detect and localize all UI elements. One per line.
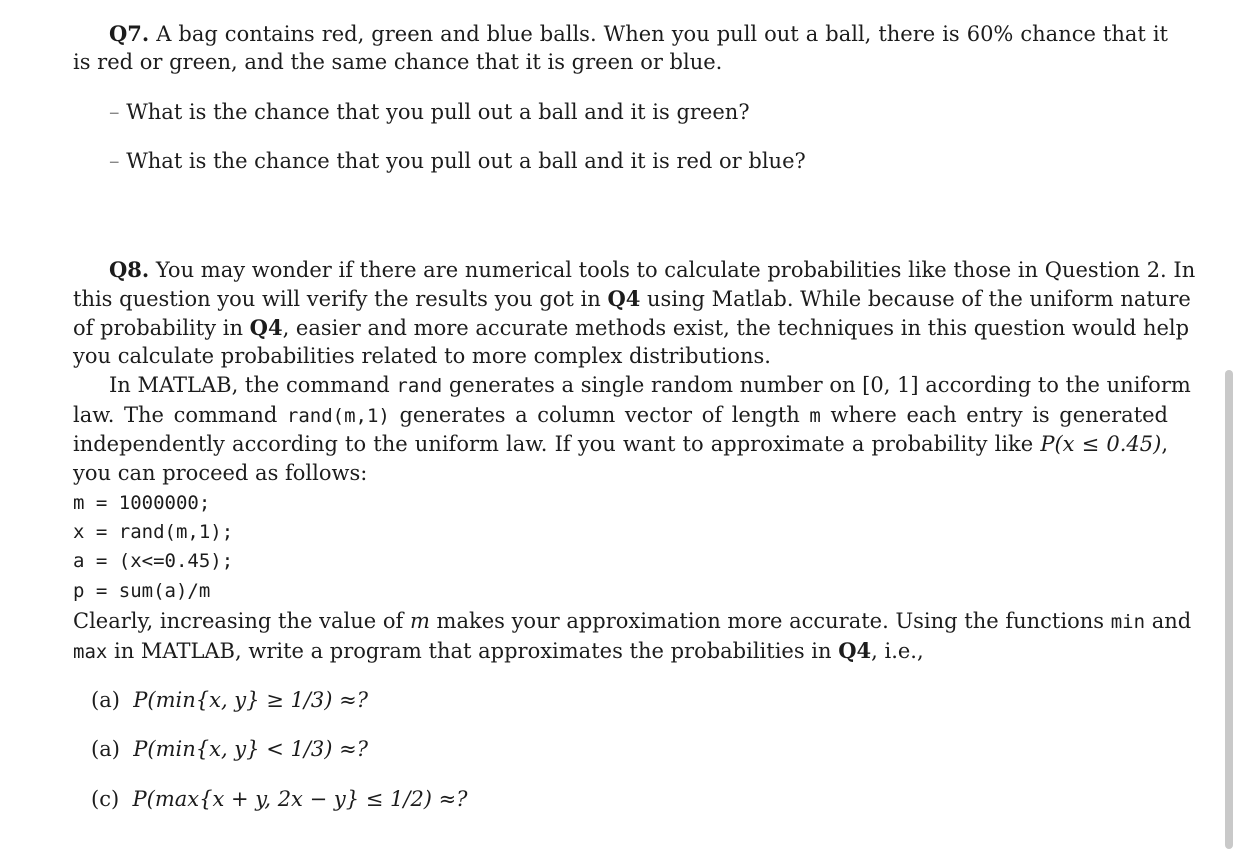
question-item: (a) P(min{x, y} ≥ 1/3) ≈?: [91, 688, 368, 712]
question-item: (c) P(max{x + y, 2x − y} ≤ 1/2) ≈?: [91, 787, 468, 811]
q7-number: Q7.: [109, 21, 150, 46]
q8-para2-line-4: you can proceed as follows:: [73, 461, 368, 485]
q8-number: Q8.: [109, 257, 150, 282]
q8-line-4: you calculate probabilities related to more complex distributions.: [73, 344, 771, 368]
q8-line-1: Q8. You may wonder if there are numerical tools to calculate probabilities like those in Question 2. In: [109, 257, 1196, 282]
q8-line-2: this question you will verify the results you got in Q4 using Matlab. While because of the uniform nature: [73, 286, 1191, 311]
code-line: p = sum(a)/m: [73, 580, 211, 602]
question-item: (a) P(min{x, y} < 1/3) ≈?: [91, 737, 368, 761]
q7-bullet-2: – What is the chance that you pull out a ball and it is red or blue?: [109, 149, 806, 173]
code-line: x = rand(m,1);: [73, 521, 234, 543]
q8-para2-line-2: law. The command rand(m,1) generates a column vector of length m where each entry is generated: [73, 403, 1168, 427]
dash-bullet: –: [109, 149, 120, 173]
code-line: a = (x<=0.45);: [73, 550, 234, 572]
q8-line-3: of probability in Q4, easier and more accurate methods exist, the techniques in this question would help: [73, 315, 1190, 340]
q8-para2-line-1: In MATLAB, the command rand generates a single random number on [0, 1] according to the uniform: [109, 373, 1191, 397]
dash-bullet: –: [109, 100, 120, 124]
q7-line-2: is red or green, and the same chance that it is green or blue.: [73, 50, 723, 74]
q7-bullet-1: – What is the chance that you pull out a ball and it is green?: [109, 100, 750, 124]
q8-para3-line-1: Clearly, increasing the value of m makes your approximation more accurate. Using the functions min and: [73, 609, 1192, 633]
vertical-scrollbar[interactable]: [1225, 370, 1233, 849]
q8-para3-line-2: max in MATLAB, write a program that approximates the probabilities in Q4, i.e.,: [73, 638, 924, 663]
q8-para2-line-3: independently according to the uniform law. If you want to approximate a probability like P(x ≤ 0.45),: [73, 432, 1168, 456]
code-line: m = 1000000;: [73, 492, 211, 514]
q7-line-1: Q7. A bag contains red, green and blue balls. When you pull out a ball, there is 60% chance that it: [109, 21, 1168, 46]
